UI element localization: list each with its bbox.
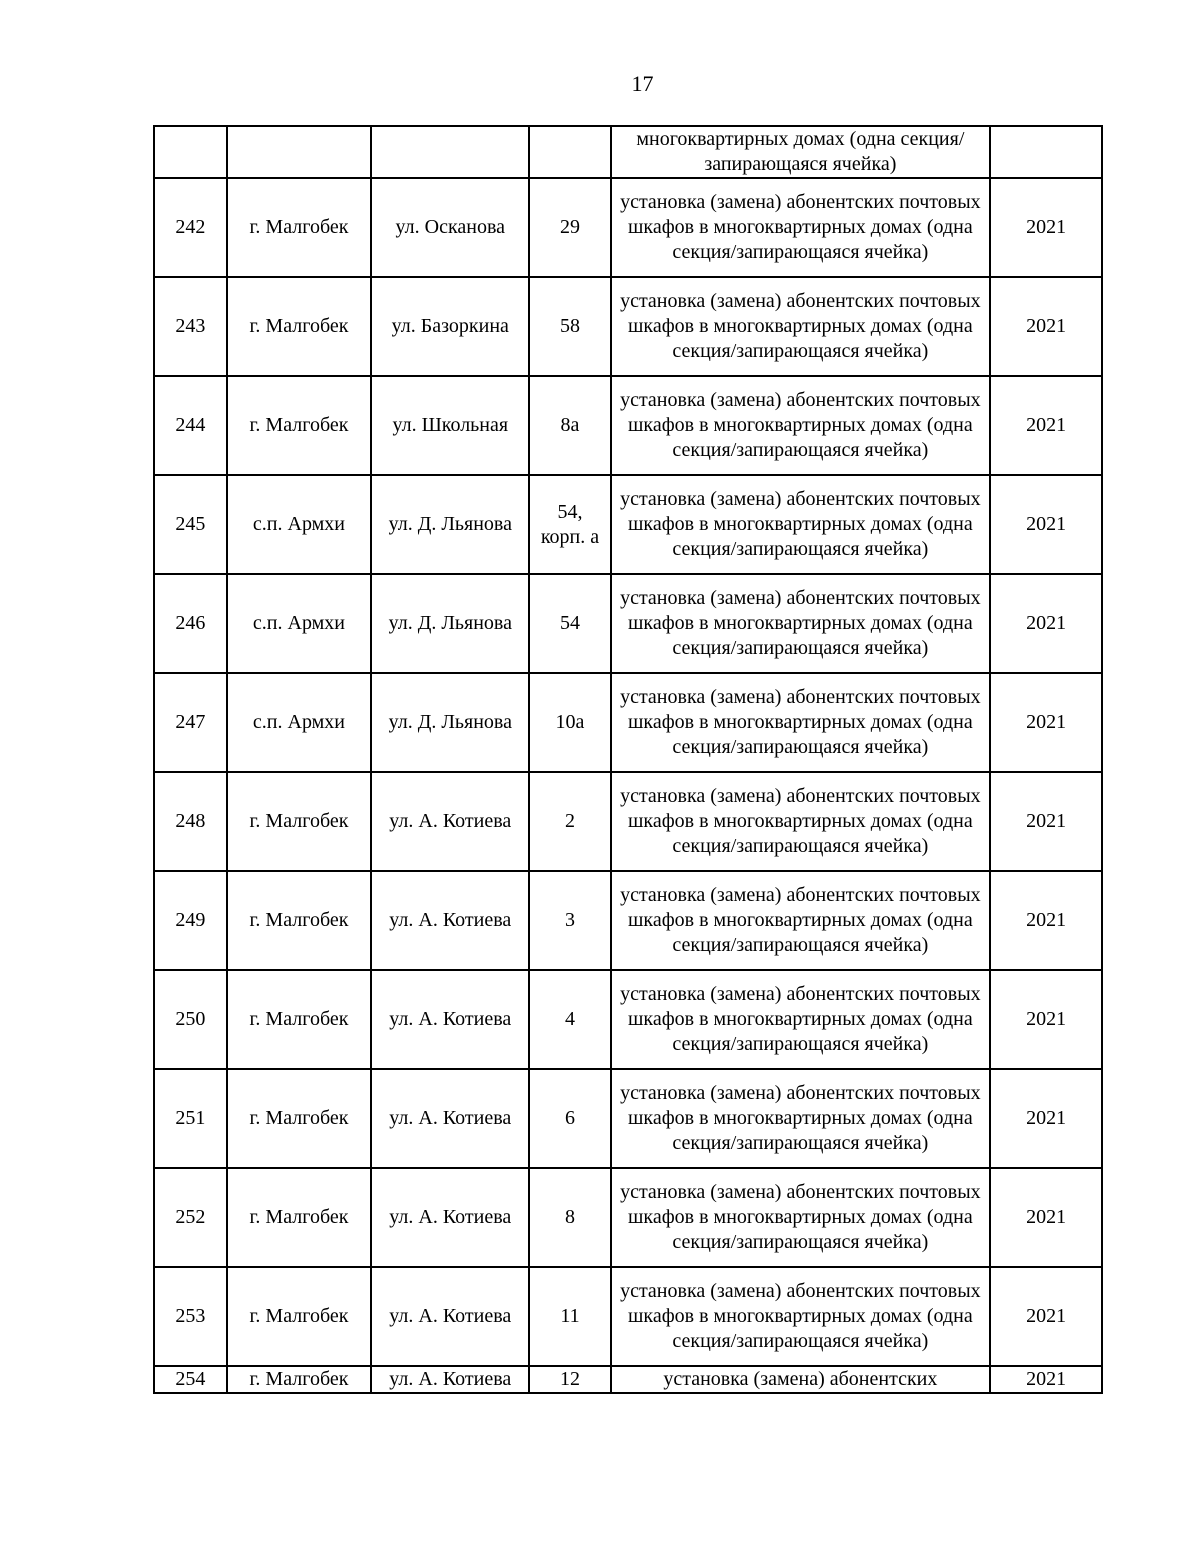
cell-year: 2021 (990, 1168, 1102, 1267)
cell-number: 251 (154, 1069, 227, 1168)
page-number: 17 (631, 71, 654, 96)
cell-house: 2 (529, 772, 610, 871)
table-row (154, 574, 1102, 673)
cell-year: 2021 (990, 871, 1102, 970)
table-row-continued (154, 126, 1102, 178)
cell-locality: с.п. Армхи (227, 673, 371, 772)
cell-street (371, 126, 529, 178)
cell-work: установка (замена) абонентских почтовых шкафов в многоквартирных домах (одна секция/запирающаяся ячейка) (611, 1168, 991, 1267)
table-row (154, 1168, 1102, 1267)
cell-work: установка (замена) абонентских почтовых шкафов в многоквартирных домах (одна секция/запирающаяся ячейка) (611, 376, 991, 475)
cell-work: установка (замена) абонентских почтовых шкафов в многоквартирных домах (одна секция/запирающаяся ячейка) (611, 970, 991, 1069)
cell-locality: с.п. Армхи (227, 475, 371, 574)
cell-year: 2021 (990, 970, 1102, 1069)
table-row (154, 376, 1102, 475)
cell-work: установка (замена) абонентских почтовых шкафов в многоквартирных домах (одна секция/запирающаяся ячейка) (611, 673, 991, 772)
cell-year: 2021 (990, 376, 1102, 475)
cell-house: 3 (529, 871, 610, 970)
cell-street: ул. Д. Льянова (371, 673, 529, 772)
cell-number: 254 (154, 1366, 227, 1393)
cell-work: установка (замена) абонентских почтовых шкафов в многоквартирных домах (одна секция/запирающаяся ячейка) (611, 574, 991, 673)
cell-year: 2021 (990, 673, 1102, 772)
cell-year: 2021 (990, 475, 1102, 574)
cell-work: многоквартирных домах (одна секция/запирающаяся ячейка) (611, 126, 991, 178)
cell-house: 54, корп. а (529, 475, 610, 574)
cell-year: 2021 (990, 277, 1102, 376)
cell-house: 58 (529, 277, 610, 376)
cell-locality: г. Малгобек (227, 1366, 371, 1393)
cell-number: 244 (154, 376, 227, 475)
cell-number: 253 (154, 1267, 227, 1366)
cell-street: ул. Д. Льянова (371, 475, 529, 574)
cell-work: установка (замена) абонентских почтовых шкафов в многоквартирных домах (одна секция/запирающаяся ячейка) (611, 772, 991, 871)
cell-locality: г. Малгобек (227, 970, 371, 1069)
table-row (154, 1366, 1102, 1393)
cell-year: 2021 (990, 1267, 1102, 1366)
cell-house: 12 (529, 1366, 610, 1393)
cell-number: 246 (154, 574, 227, 673)
cell-locality: г. Малгобек (227, 277, 371, 376)
cell-number: 250 (154, 970, 227, 1069)
table-row (154, 871, 1102, 970)
cell-house: 6 (529, 1069, 610, 1168)
table-row (154, 475, 1102, 574)
cell-work: установка (замена) абонентских почтовых шкафов в многоквартирных домах (одна секция/запирающаяся ячейка) (611, 1267, 991, 1366)
cell-street: ул. А. Котиева (371, 970, 529, 1069)
addresses-table (153, 125, 1103, 1394)
cell-work: установка (замена) абонентских (611, 1366, 991, 1393)
cell-number: 252 (154, 1168, 227, 1267)
cell-number: 248 (154, 772, 227, 871)
cell-number: 249 (154, 871, 227, 970)
cell-work: установка (замена) абонентских почтовых шкафов в многоквартирных домах (одна секция/запирающаяся ячейка) (611, 871, 991, 970)
cell-street: ул. А. Котиева (371, 1168, 529, 1267)
cell-house: 11 (529, 1267, 610, 1366)
cell-locality: г. Малгобек (227, 871, 371, 970)
cell-number: 245 (154, 475, 227, 574)
cell-year: 2021 (990, 772, 1102, 871)
cell-house: 10а (529, 673, 610, 772)
cell-locality: г. Малгобек (227, 376, 371, 475)
cell-street: ул. Осканова (371, 178, 529, 277)
cell-year: 2021 (990, 178, 1102, 277)
cell-locality: г. Малгобек (227, 1069, 371, 1168)
cell-number: 247 (154, 673, 227, 772)
cell-year (990, 126, 1102, 178)
table-row (154, 673, 1102, 772)
cell-street: ул. Базоркина (371, 277, 529, 376)
cell-locality: г. Малгобек (227, 772, 371, 871)
cell-street: ул. А. Котиева (371, 1366, 529, 1393)
cell-house: 8а (529, 376, 610, 475)
cell-house: 8 (529, 1168, 610, 1267)
cell-locality: г. Малгобек (227, 178, 371, 277)
cell-work: установка (замена) абонентских почтовых шкафов в многоквартирных домах (одна секция/запирающаяся ячейка) (611, 277, 991, 376)
cell-street: ул. А. Котиева (371, 1069, 529, 1168)
cell-street: ул. А. Котиева (371, 1267, 529, 1366)
cell-number: 242 (154, 178, 227, 277)
table-row (154, 772, 1102, 871)
table-row (154, 1069, 1102, 1168)
cell-house (529, 126, 610, 178)
table-row (154, 970, 1102, 1069)
cell-work: установка (замена) абонентских почтовых шкафов в многоквартирных домах (одна секция/запирающаяся ячейка) (611, 178, 991, 277)
cell-year: 2021 (990, 1366, 1102, 1393)
cell-street: ул. А. Котиева (371, 772, 529, 871)
cell-street: ул. Школьная (371, 376, 529, 475)
cell-house: 29 (529, 178, 610, 277)
cell-locality: с.п. Армхи (227, 574, 371, 673)
cell-year: 2021 (990, 1069, 1102, 1168)
table-body (154, 126, 1102, 1393)
cell-locality: г. Малгобек (227, 1267, 371, 1366)
cell-year: 2021 (990, 574, 1102, 673)
cell-street: ул. Д. Льянова (371, 574, 529, 673)
cell-number (154, 126, 227, 178)
table-row (154, 277, 1102, 376)
cell-locality (227, 126, 371, 178)
cell-work: установка (замена) абонентских почтовых шкафов в многоквартирных домах (одна секция/запирающаяся ячейка) (611, 1069, 991, 1168)
cell-street: ул. А. Котиева (371, 871, 529, 970)
cell-house: 54 (529, 574, 610, 673)
cell-work: установка (замена) абонентских почтовых шкафов в многоквартирных домах (одна секция/запирающаяся ячейка) (611, 475, 991, 574)
cell-house: 4 (529, 970, 610, 1069)
cell-number: 243 (154, 277, 227, 376)
table-row (154, 1267, 1102, 1366)
cell-locality: г. Малгобек (227, 1168, 371, 1267)
table-row (154, 178, 1102, 277)
